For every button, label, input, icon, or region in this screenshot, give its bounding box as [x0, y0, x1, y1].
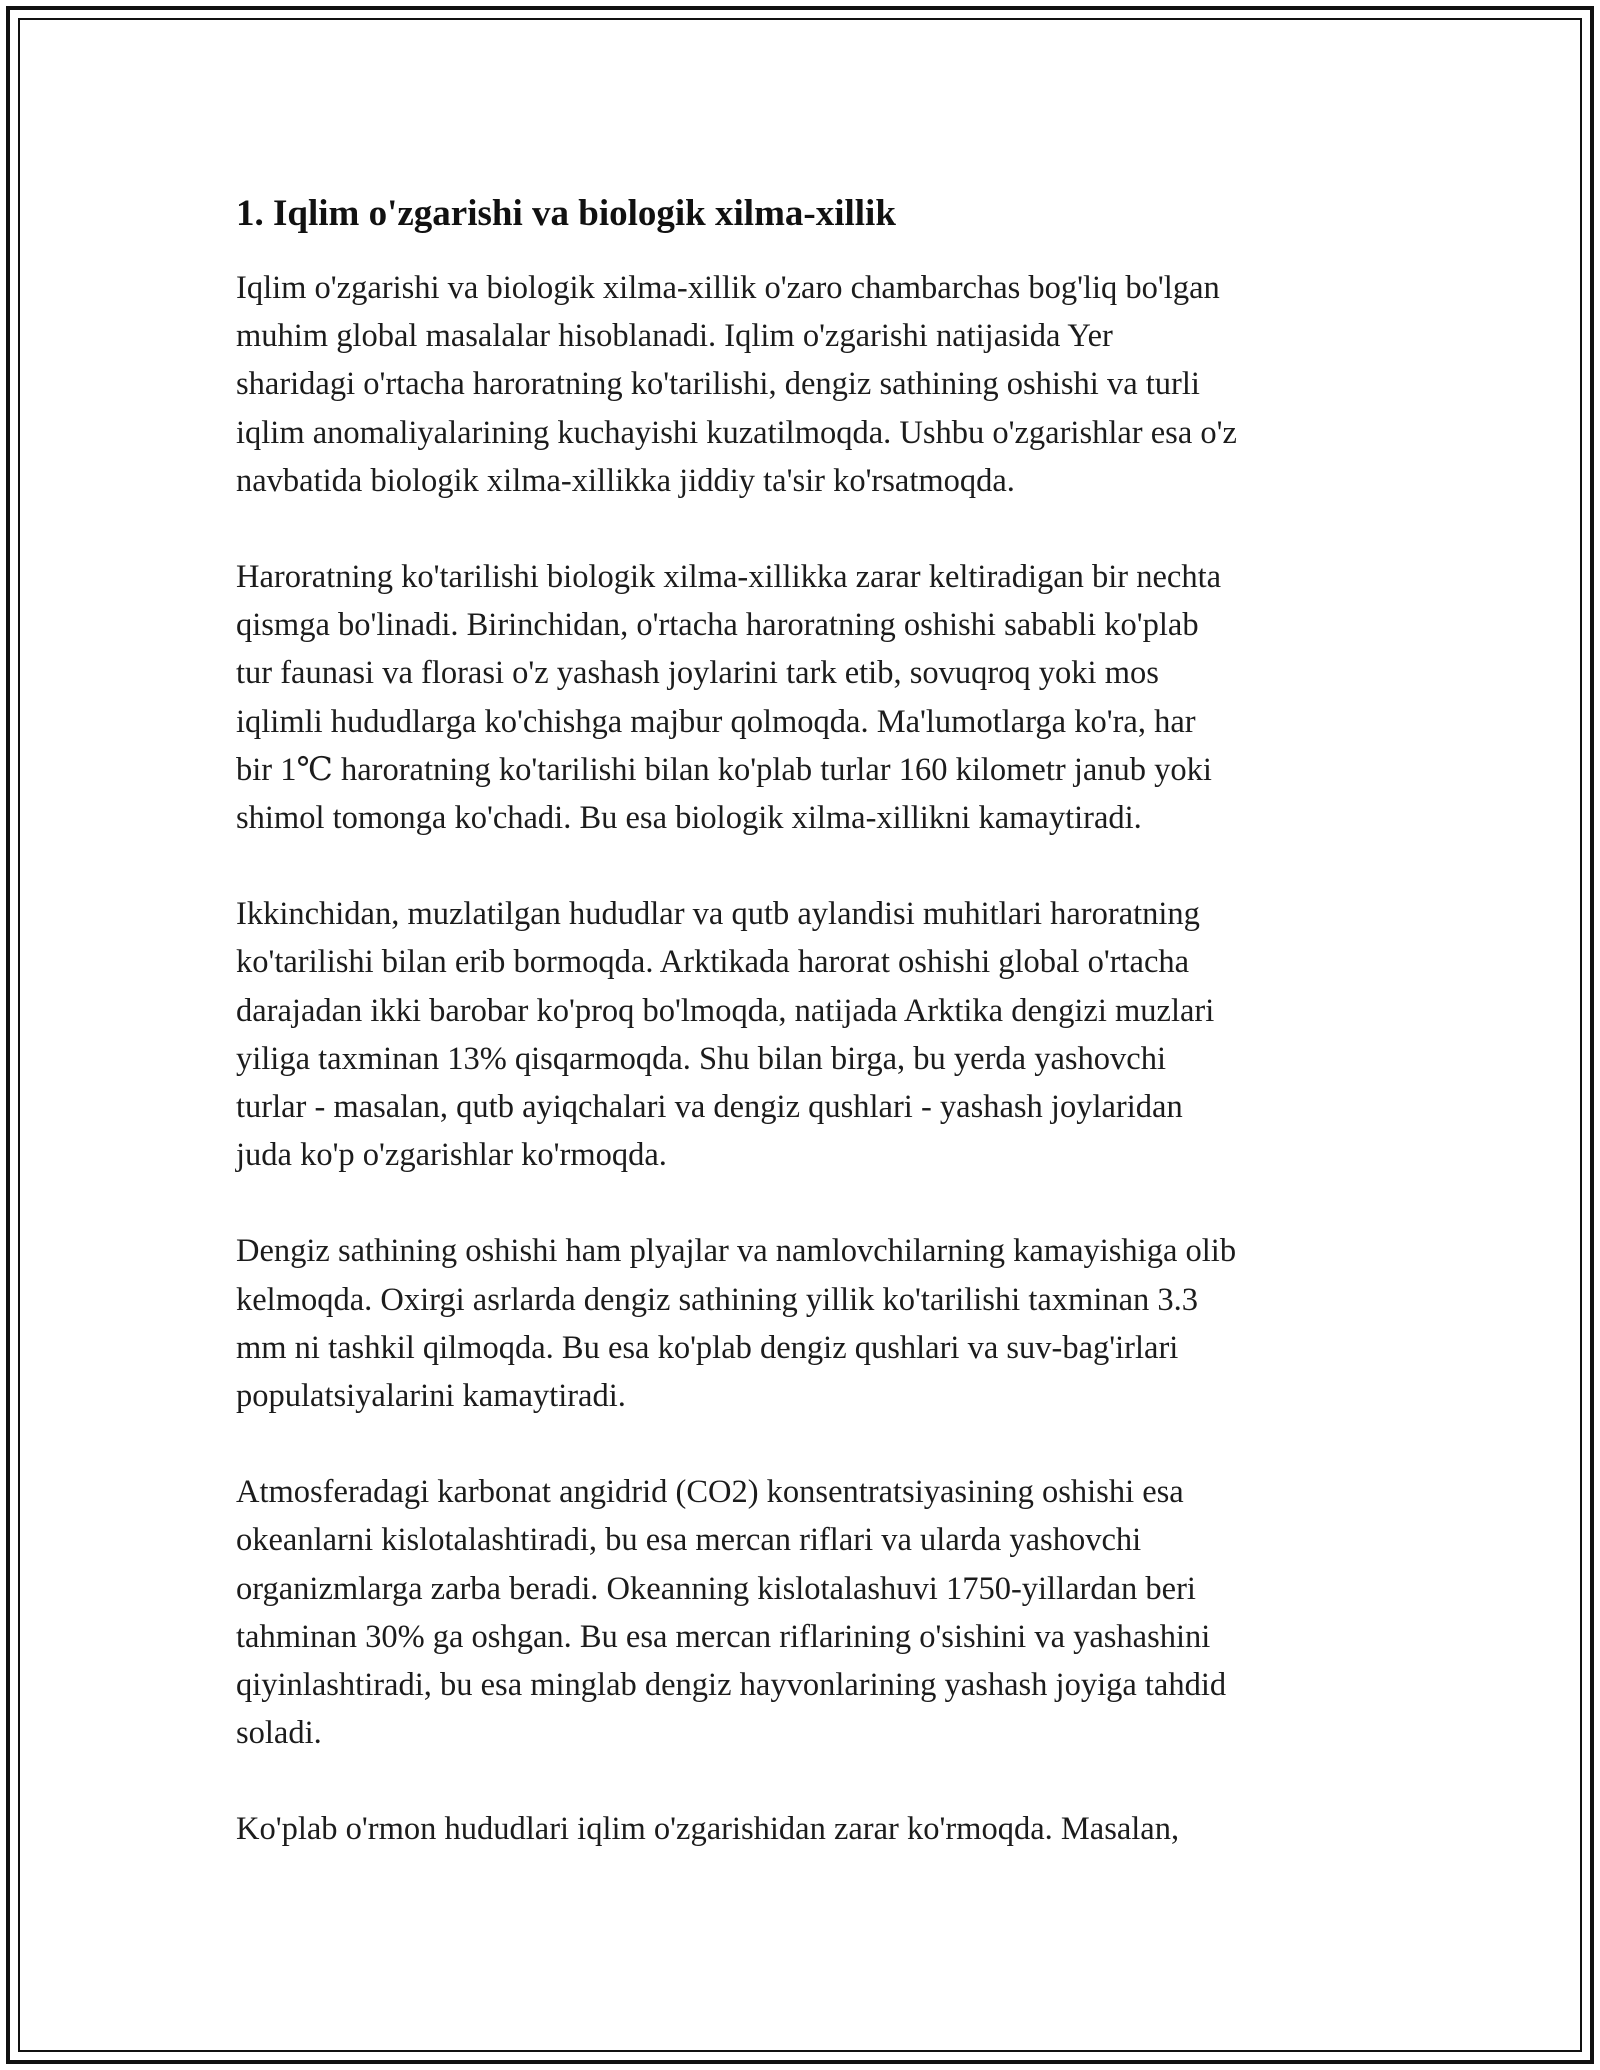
paragraph-intro: Iqlim o'zgarishi va biologik xilma-xillik o'zaro chambarchas bog'liq bo'lgan muhim global masalalar hisoblanadi. Iqlim o'zgarishi natijasida Yer sharidagi o'rtacha haroratning ko'tarilishi, dengiz sathining oshishi va turli iqlim anomaliyalarining kuchayishi kuzatilmoqda. Ushbu o'zgarishlar esa o'z navbatida biologik xilma-xillikka jiddiy ta'sir ko'rsatmoqda. — [236, 270, 1237, 499]
paragraph-sea-level: Dengiz sathining oshishi ham plyajlar va namlovchilarning kamayishiga olib kelmoqda. Oxirgi asrlarda dengiz sathining yillik ko'tarilishi taxminan 3.3 mm ni tashkil qilmoqda. Bu esa ko'plab dengiz qushlari va suv-bag'irlari populatsiyalarini kamaytiradi. — [236, 1233, 1237, 1415]
section-heading: 1. Iqlim o'zgarishi va biologik xilma-xillik — [236, 193, 896, 234]
paragraph-forests: Ko'plab o'rmon hududlari iqlim o'zgarishidan zarar ko'rmoqda. Masalan, — [236, 1811, 1180, 1848]
paragraph-ocean-acidification: Atmosferadagi karbonat angidrid (CO2) konsentratsiyasining oshishi esa okeanlarni kislotalashtiradi, bu esa mercan riflari va ularda yashovchi organizmlarga zarba beradi. Okeanning kislotalashuvi 1750-yillardan beri tahminan 30% ga oshgan. Bu esa mercan riflarining o'sishini va yashashini qiyinlashtiradi, bu esa minglab dengiz hayvonlarining yashash joyiga tahdid soladi. — [236, 1474, 1227, 1752]
paragraph-temperature: Haroratning ko'tarilishi biologik xilma-xillikka zarar keltiradigan bir nechta qismga bo'linadi. Birinchidan, o'rtacha haroratning oshishi sababli ko'plab tur faunasi va florasi o'z yashash joylarini tark etib, sovuqroq yoki mos iqlimli hududlarga ko'chishga majbur qolmoqda. Ma'lumotlarga ko'ra, har bir 1℃ haroratning ko'tarilishi bilan ko'plab turlar 160 kilometr janub yoki shimol tomonga ko'chadi. Bu esa biologik xilma-xillikni kamaytiradi. — [236, 559, 1222, 837]
paragraph-arctic: Ikkinchidan, muzlatilgan hududlar va qutb aylandisi muhitlari haroratning ko'tarilishi bilan erib bormoqda. Arktikada harorat oshishi global o'rtacha darajadan ikki barobar ko'proq bo'lmoqda, natijada Arktika dengizi muzlari yiliga taxminan 13% qisqarmoqda. Shu bilan birga, bu yerda yashovchi turlar - masalan, qutb ayiqchalari va dengiz qushlari - yashash joylaridan juda ko'p o'zgarishlar ko'rmoqda. — [236, 896, 1215, 1174]
document-body — [236, 188, 1376, 1902]
